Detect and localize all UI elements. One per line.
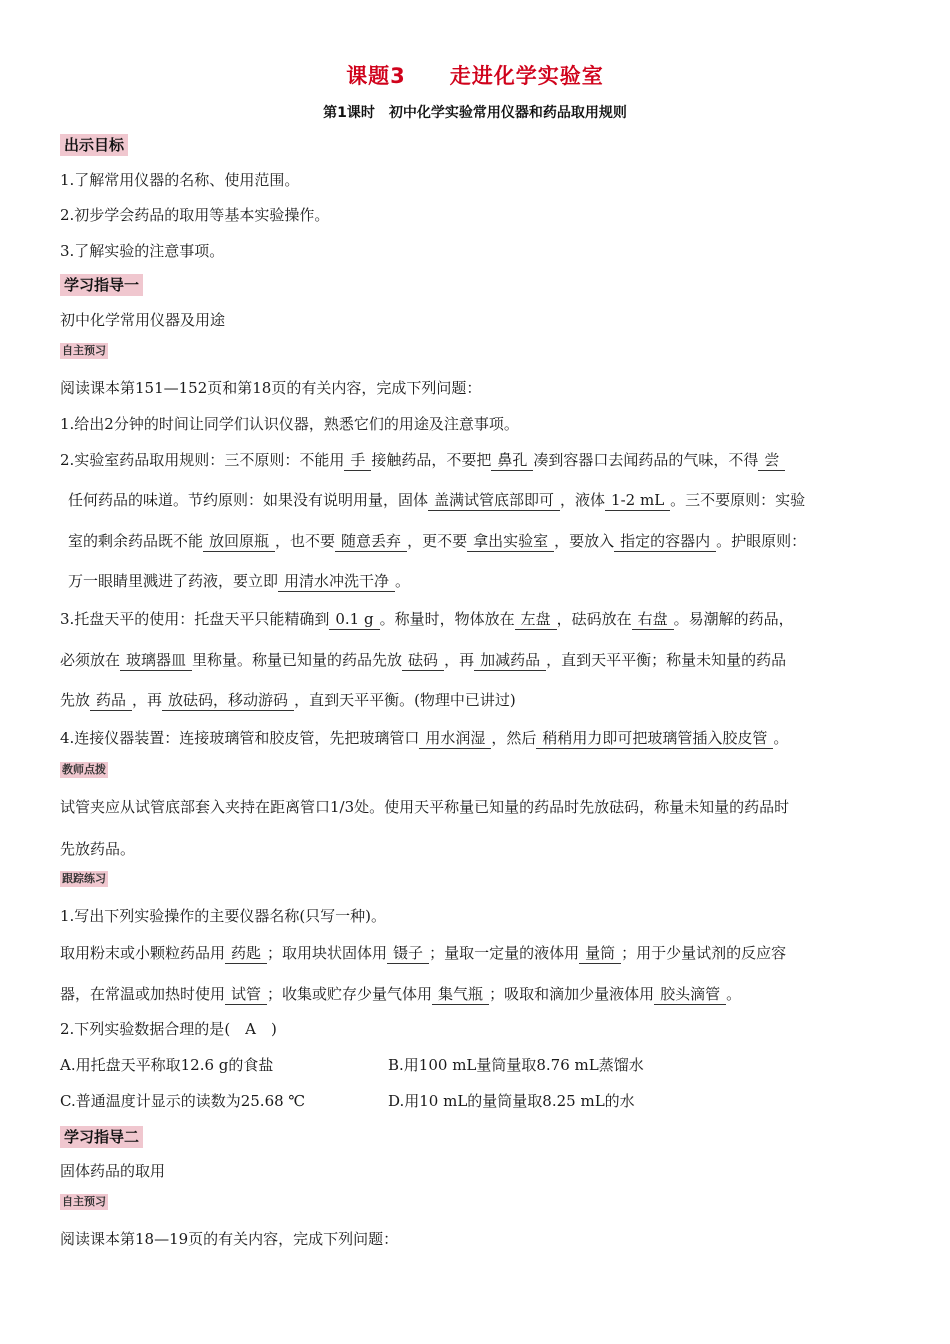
- text: 。: [726, 985, 742, 1003]
- text: 万一眼睛里溅进了药液，要立即: [68, 572, 279, 590]
- text: 。: [395, 572, 411, 590]
- text: 。三不要原则：实验: [670, 491, 806, 509]
- answer-blank: 镊子: [387, 944, 429, 964]
- text: 2.实验室药品取用规则：三不原则：不能用: [60, 451, 345, 469]
- text: 先放: [60, 691, 91, 709]
- section-guide1-heading: 学习指导一: [60, 274, 143, 296]
- option-d: D.用10 mL的量筒量取8.25 mL的水: [388, 1092, 635, 1110]
- practice-1-line: [60, 983, 900, 1005]
- answer-blank: 拿出实验室: [467, 532, 554, 552]
- guide1-topic: 初中化学常用仪器及用途: [60, 311, 226, 329]
- answer-blank: 鼻孔: [491, 451, 533, 471]
- teacher-tip-line: 先放药品。: [60, 840, 136, 858]
- question-2-line: [68, 530, 908, 552]
- question-3-line: [60, 608, 900, 630]
- practice-2-options-row: [60, 1090, 900, 1112]
- tag-self-preview: 自主预习: [62, 1195, 106, 1208]
- section-goals-heading: 出示目标: [60, 134, 128, 156]
- option-c: C.普通温度计显示的读数为25.68 ℃: [60, 1092, 306, 1110]
- teacher-tip-line: 试管夹应从试管底部套入夹持在距离管口1/3处。使用天平称量已知量的药品时先放砝码，称量未知量的药品时: [60, 798, 790, 816]
- answer-blank: 稍稍用力即可把玻璃管插入胶皮管: [536, 729, 773, 749]
- text: ，更不要: [407, 532, 468, 550]
- question-2-line: [60, 449, 900, 471]
- answer-blank: 左盘: [515, 610, 557, 630]
- answer-blank: 右盘: [632, 610, 674, 630]
- answer-blank: 指定的容器内: [614, 532, 716, 552]
- answer-blank: 胶头滴管: [654, 985, 726, 1005]
- text: 3.托盘天平的使用：托盘天平只能精确到: [60, 610, 330, 628]
- tag-teacher-tips: 教师点拨: [62, 763, 106, 776]
- text: 。护眼原则：: [716, 532, 807, 550]
- question-3-line: [60, 649, 900, 671]
- text: 。: [773, 729, 789, 747]
- text: ，直到天平平衡；称量未知量的药品: [546, 651, 787, 669]
- question-2-line: [68, 570, 908, 592]
- text: ，液体: [560, 491, 606, 509]
- text: ，要放入: [554, 532, 615, 550]
- option-a: A.用托盘天平称取12.6 g的食盐: [60, 1056, 274, 1074]
- practice-1-line: [60, 942, 900, 964]
- answer-blank: 0.1 g: [329, 610, 379, 630]
- question-2-line: [68, 489, 908, 511]
- text: 室的剩余药品既不能: [68, 532, 204, 550]
- text: 必须放在: [60, 651, 121, 669]
- question-4-line: [60, 727, 900, 749]
- text: ；量取一定量的液体用: [429, 944, 580, 962]
- text: ，再: [444, 651, 475, 669]
- goal-item: 2.初步学会药品的取用等基本实验操作。: [60, 206, 330, 224]
- text: 接触药品，不要把: [371, 451, 492, 469]
- tag-practice: 跟踪练习: [62, 872, 106, 885]
- answer-blank: 玻璃器皿: [120, 651, 192, 671]
- text: 4.连接仪器装置：连接玻璃管和胶皮管，先把玻璃管口: [60, 729, 420, 747]
- goal-item: 1.了解常用仪器的名称、使用范围。: [60, 171, 300, 189]
- page-title: 课题3 走进化学实验室: [346, 64, 604, 88]
- answer-blank: 放回原瓶: [203, 532, 275, 552]
- text: ，也不要: [275, 532, 336, 550]
- answer-blank: 盖满试管底部即可: [428, 491, 560, 511]
- answer-blank: 药品: [90, 691, 132, 711]
- guide2-intro: 阅读课本第18—19页的有关内容，完成下列问题：: [60, 1230, 399, 1248]
- answer-blank: 手: [344, 451, 371, 471]
- option-b: B.用100 mL量筒量取8.76 mL蒸馏水: [388, 1056, 644, 1074]
- question-1: 1.给出2分钟的时间让同学们认识仪器，熟悉它们的用途及注意事项。: [60, 415, 519, 433]
- answer-blank: 集气瓶: [432, 985, 489, 1005]
- text: ；收集或贮存少量气体用: [267, 985, 433, 1003]
- tag-self-preview: 自主预习: [62, 344, 106, 357]
- practice-2-stem: 2.下列实验数据合理的是( A ): [60, 1020, 277, 1038]
- text: 凑到容器口去闻药品的气味，不得: [533, 451, 759, 469]
- text: 取用粉末或小颗粒药品用: [60, 944, 226, 962]
- text: 任何药品的味道。节约原则：如果没有说明用量，固体: [68, 491, 429, 509]
- text: 。称量时，物体放在: [379, 610, 515, 628]
- text: ，砝码放在: [556, 610, 632, 628]
- text: ；用于少量试剂的反应容: [621, 944, 787, 962]
- answer-blank: 随意丢弃: [335, 532, 407, 552]
- text: 。易潮解的药品，: [673, 610, 794, 628]
- text: ；取用块状固体用: [267, 944, 388, 962]
- answer-blank: 加减药品: [474, 651, 546, 671]
- text: ，再: [132, 691, 163, 709]
- answer-blank: 放砝码，移动游码: [162, 691, 294, 711]
- answer-blank: 砝码: [402, 651, 444, 671]
- answer-blank: 量筒: [579, 944, 621, 964]
- answer-blank: 药匙: [225, 944, 267, 964]
- text: ，然后: [491, 729, 537, 747]
- answer-blank: 1-2 mL: [605, 491, 670, 511]
- answer-blank: 用清水冲洗干净: [278, 572, 395, 592]
- text: ，直到天平平衡。(物理中已讲过): [294, 691, 516, 709]
- answer-blank: 用水润湿: [419, 729, 491, 749]
- practice-1-head: 1.写出下列实验操作的主要仪器名称(只写一种)。: [60, 907, 387, 925]
- section-guide2-heading: 学习指导二: [60, 1126, 143, 1148]
- goal-item: 3.了解实验的注意事项。: [60, 242, 225, 260]
- answer-blank: 尝: [758, 451, 785, 471]
- guide2-topic: 固体药品的取用: [60, 1162, 166, 1180]
- answer-blank: 试管: [225, 985, 267, 1005]
- text: 里称量。称量已知量的药品先放: [192, 651, 403, 669]
- practice-2-options-row: [60, 1054, 900, 1076]
- guide1-intro: 阅读课本第151—152页和第18页的有关内容，完成下列问题：: [60, 379, 482, 397]
- text: ；吸取和滴加少量液体用: [489, 985, 655, 1003]
- page-subtitle: 第1课时 初中化学实验常用仪器和药品取用规则: [323, 105, 627, 121]
- text: 器，在常温或加热时使用: [60, 985, 226, 1003]
- question-3-line: [60, 689, 900, 711]
